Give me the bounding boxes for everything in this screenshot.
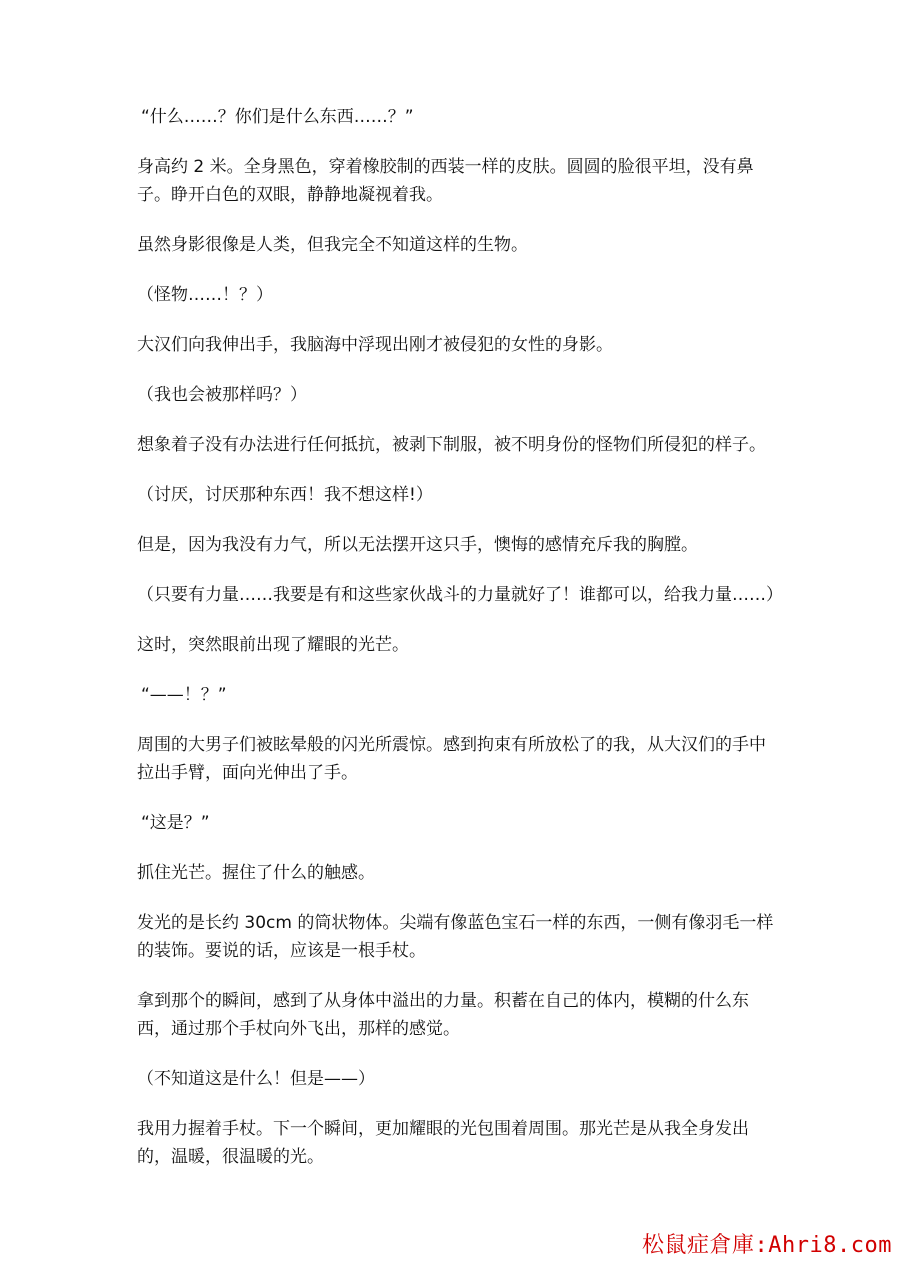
paragraph-16: 发光的是长约 30cm 的筒状物体。尖端有像蓝色宝石一样的东西，一侧有像羽毛一样的装饰。要说的话，应该是一根手杖。 [137,913,774,961]
paragraph-5: 大汉们向我伸出手，我脑海中浮现出刚才被侵犯的女性的身影。 [137,335,613,355]
paragraph-7: 想象着子没有办法进行任何抵抗，被剥下制服，被不明身份的怪物们所侵犯的样子。 [137,435,766,455]
paragraph-2: 身高约 2 米。全身黑色，穿着橡胶制的西装一样的皮肤。圆圆的脸很平坦，没有鼻子。睁开白色的双眼，静静地凝视着我。 [137,157,754,205]
paragraph-12: “——！？” [141,685,227,705]
paragraph-11: 这时，突然眼前出现了耀眼的光芒。 [137,635,409,655]
paragraph-15: 抓住光芒。握住了什么的触感。 [137,863,375,883]
paragraph-17: 拿到那个的瞬间，感到了从身体中溢出的力量。积蓄在自己的体内，模糊的什么东西，通过那个手杖向外飞出，那样的感觉。 [137,991,749,1039]
document-page [137,103,783,1193]
paragraph-13: 周围的大男子们被眩晕般的闪光所震惊。感到拘束有所放松了的我，从大汉们的手中拉出手臂，面向光伸出了手。 [137,735,766,783]
paragraph-9: 但是，因为我没有力气，所以无法摆开这只手，懊悔的感情充斥我的胸膛。 [137,535,698,555]
watermark-text: 松鼠症倉庫:Ahri8.com [642,1233,892,1258]
paragraph-18: （不知道这是什么！但是——） [137,1069,375,1089]
paragraph-3: 虽然身影很像是人类，但我完全不知道这样的生物。 [137,235,528,255]
paragraph-8: （讨厌，讨厌那种东西！我不想这样!） [137,485,433,505]
paragraph-6: （我也会被那样吗？） [137,385,307,405]
paragraph-10: （只要有力量……我要是有和这些家伙战斗的力量就好了！谁都可以，给我力量……） [137,585,783,605]
paragraph-19: 我用力握着手杖。下一个瞬间，更加耀眼的光包围着周围。那光芒是从我全身发出的，温暖，很温暖的光。 [137,1119,749,1167]
paragraph-4: （怪物……！？） [137,285,273,305]
paragraph-1: “什么……？你们是什么东西……？” [141,107,414,127]
paragraph-14: “这是？” [141,813,210,833]
